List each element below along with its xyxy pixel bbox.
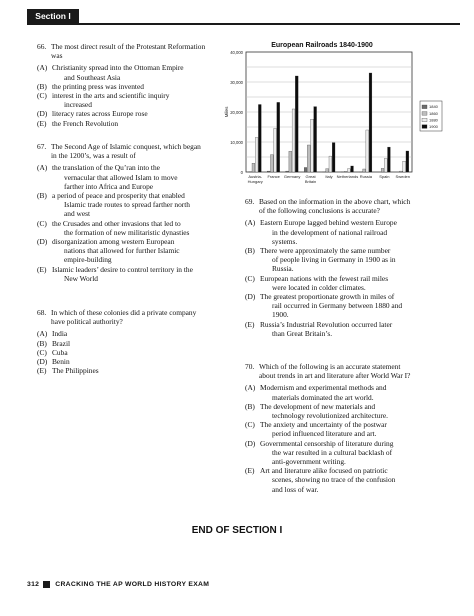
x-tick-label: Sweden [395, 174, 411, 179]
x-tick-label: Great [305, 174, 316, 179]
legend-swatch [422, 118, 427, 122]
option-text: the printing press was invented [52, 81, 144, 91]
bar-1860 [326, 169, 329, 172]
option-text: Eastern Europe lagged behind western Europe [260, 218, 397, 228]
option-letter: (C) [37, 218, 47, 228]
y-tick-label: 0 [240, 170, 243, 175]
option-letter: (A) [37, 329, 48, 339]
bar-1880 [347, 169, 350, 172]
option-letter: (E) [245, 466, 255, 476]
page-footer [27, 581, 209, 588]
question-stem-line: Which of the following is an accurate statement [259, 362, 401, 371]
bar-1860 [307, 145, 310, 172]
option-text: literacy rates across Europe rose [52, 109, 148, 119]
x-tick-label: Austria- [248, 174, 263, 179]
x-tick-label: Spain [379, 174, 390, 179]
option-text: disorganization among western European [52, 237, 175, 247]
legend-label: 1840 [429, 104, 438, 110]
bar-1900 [314, 107, 317, 172]
option-text: The greatest proportionate growth in miles of [260, 292, 395, 302]
option-text: Cuba [52, 347, 68, 357]
option-text: nations that allowed for further Islamic [64, 246, 180, 256]
section-tab: Section I [27, 9, 79, 23]
option-text: the French Revolution [52, 118, 119, 128]
bar-1900 [258, 105, 261, 173]
option-text: the war resulted in a cultural backlash of [272, 447, 393, 457]
question-stem-line: The most direct result of the Protestant Reformation [51, 42, 206, 51]
option-text: increased [64, 100, 92, 110]
question-number: 70. [245, 362, 255, 371]
option-text: Islamic leaders’ desire to control territory in the [52, 264, 193, 274]
option-letter: (D) [245, 292, 256, 302]
question-number: 66. [37, 42, 47, 51]
option-text: 1900. [272, 310, 289, 320]
option-text: materials dominated the art world. [272, 392, 374, 402]
option-text: The Philippines [52, 366, 99, 376]
option-letter: (D) [37, 237, 48, 247]
bar-1860 [270, 155, 273, 172]
legend-swatch [422, 112, 427, 116]
option-letter: (C) [37, 347, 47, 357]
question-stem-line: Based on the information in the above chart, which [259, 197, 411, 206]
option-text: European nations with the fewest rail miles [260, 273, 389, 283]
option-letter: (B) [37, 338, 47, 348]
option-text: were located in colder climates. [272, 282, 366, 292]
option-text: rail occurred in Germany between 1880 and [272, 301, 403, 311]
option-text: Art and literature alike focused on patriotic [260, 466, 388, 476]
option-text: Russia’s Industrial Revolution occurred later [260, 319, 393, 329]
x-tick-label: France [267, 174, 280, 179]
chart-title: European Railroads 1840-1900 [271, 42, 373, 49]
question-stem-line: in the 1200’s, was a result of [51, 151, 136, 161]
question-stem-line: In which of these colonies did a private company [51, 308, 197, 317]
x-tick-label: Germany [283, 174, 301, 179]
option-text: and loss of war. [272, 484, 319, 494]
y-tick-label: 20,000 [230, 110, 243, 115]
bar-1860 [363, 169, 366, 172]
option-text: There were approximately the same number [260, 246, 391, 256]
bar-1840 [267, 171, 270, 172]
question-stem-line: about trends in art and literature after World War I? [259, 371, 411, 381]
option-letter: (C) [245, 420, 255, 430]
option-text: empire-building [64, 255, 112, 265]
legend-swatch [422, 105, 427, 109]
option-letter: (B) [37, 191, 47, 201]
x-tick-label: Britain [304, 178, 317, 184]
option-text: anti-government writing. [272, 457, 346, 467]
option-text: technology revolutionized architecture. [272, 411, 388, 421]
legend-swatch [422, 125, 427, 129]
question-stem-line: The Second Age of Islamic conquest, which began [51, 142, 201, 151]
bar-1900 [351, 166, 354, 172]
y-axis-label: Miles [224, 106, 229, 118]
legend-label: 1900 [429, 124, 438, 129]
question-number: 69. [245, 197, 255, 206]
option-letter: (E) [37, 366, 47, 376]
option-text: a period of peace and prosperity that enabled [52, 191, 185, 201]
option-text: systems. [272, 236, 298, 246]
bar-1860 [289, 151, 292, 172]
bar-1900 [388, 147, 391, 172]
option-text: The anxiety and uncertainty of the postwar [260, 420, 387, 430]
option-text: the translation of the Qu’ran into the [52, 163, 160, 173]
end-of-section: END OF SECTION I [191, 525, 283, 536]
option-letter: (C) [37, 91, 47, 101]
option-text: Benin [52, 357, 70, 367]
option-text: interest in the arts and scientific inquiry [52, 91, 170, 101]
bar-1860 [400, 171, 403, 172]
bar-1840 [304, 168, 307, 173]
option-text: and west [64, 209, 91, 219]
bar-1860 [381, 168, 384, 172]
page-number: 312 [27, 581, 40, 588]
option-text: scenes, showing no trace of the confusion [272, 475, 396, 485]
bar-1900 [295, 76, 298, 172]
option-text: period influenced literature and art. [272, 429, 377, 439]
question-stem-line: of the following conclusions is accurate? [259, 206, 380, 216]
bar-1880 [329, 156, 332, 172]
bar-1900 [406, 151, 409, 172]
question-number: 68. [37, 308, 47, 317]
option-text: in the development of national railroad [272, 227, 388, 237]
y-tick-label: 40,000 [230, 50, 243, 55]
legend-label: 1880 [429, 117, 438, 123]
option-letter: (B) [37, 81, 47, 91]
option-text: India [52, 329, 68, 339]
option-letter: (E) [37, 264, 47, 274]
option-text: the formation of new militaristic dynasties [64, 227, 190, 237]
option-letter: (E) [245, 319, 255, 329]
bar-1900 [277, 102, 280, 172]
option-text: than Great Britain’s. [272, 328, 333, 338]
option-letter: (A) [37, 163, 48, 173]
y-tick-label: 30,000 [230, 80, 243, 85]
bar-1880 [311, 119, 314, 172]
option-text: farther into Africa and Europe [64, 181, 154, 191]
bar-1880 [292, 109, 295, 172]
bar-1840 [286, 171, 289, 172]
option-text: vernacular that allowed Islam to move [64, 172, 178, 182]
bar-1880 [274, 129, 277, 173]
question-number: 67. [37, 142, 47, 151]
option-text: Brazil [52, 338, 71, 348]
y-tick-label: 10,000 [230, 140, 243, 145]
option-text: The development of new materials and [260, 401, 376, 411]
option-letter: (A) [245, 383, 256, 393]
option-letter: (B) [245, 401, 255, 411]
option-text: Russia. [272, 264, 294, 274]
option-text: the Crusades and other invasions that led to [52, 218, 181, 228]
option-text: and Southeast Asia [64, 72, 121, 82]
bar-1900 [332, 143, 335, 172]
option-text: New World [64, 273, 98, 283]
option-letter: (D) [37, 109, 48, 119]
book-title: CRACKING THE AP WORLD HISTORY EXAM [55, 581, 210, 588]
bar-1860 [344, 171, 347, 172]
option-letter: (B) [245, 246, 255, 256]
option-text: of people living in Germany in 1900 as in [272, 255, 396, 265]
bar-1880 [366, 130, 369, 172]
bar-1880 [255, 138, 258, 173]
option-text: Governmental censorship of literature during [260, 438, 394, 448]
x-tick-label: Hungary [247, 178, 263, 184]
bar-1880 [384, 159, 387, 173]
option-letter: (D) [245, 438, 256, 448]
option-letter: (A) [37, 63, 48, 73]
legend-label: 1860 [429, 110, 438, 116]
question-stem-line: have political authority? [51, 317, 123, 327]
question-stem-line: was [51, 51, 63, 61]
option-text: Modernism and experimental methods and [260, 383, 387, 393]
bar-1860 [252, 163, 255, 172]
option-letter: (E) [37, 118, 47, 128]
option-text: Christianity spread into the Ottoman Empire [52, 63, 184, 73]
option-text: Islamic trade routes to spread farther north [64, 200, 191, 210]
footer-block-icon [43, 581, 50, 588]
option-letter: (C) [245, 273, 255, 283]
bar-1880 [403, 161, 406, 172]
bar-1900 [369, 73, 372, 172]
x-tick-label: Russia [359, 174, 373, 179]
x-tick-label: Netherlands [336, 174, 359, 179]
x-tick-label: Italy [325, 174, 333, 179]
option-letter: (D) [37, 357, 48, 367]
option-letter: (A) [245, 218, 256, 228]
